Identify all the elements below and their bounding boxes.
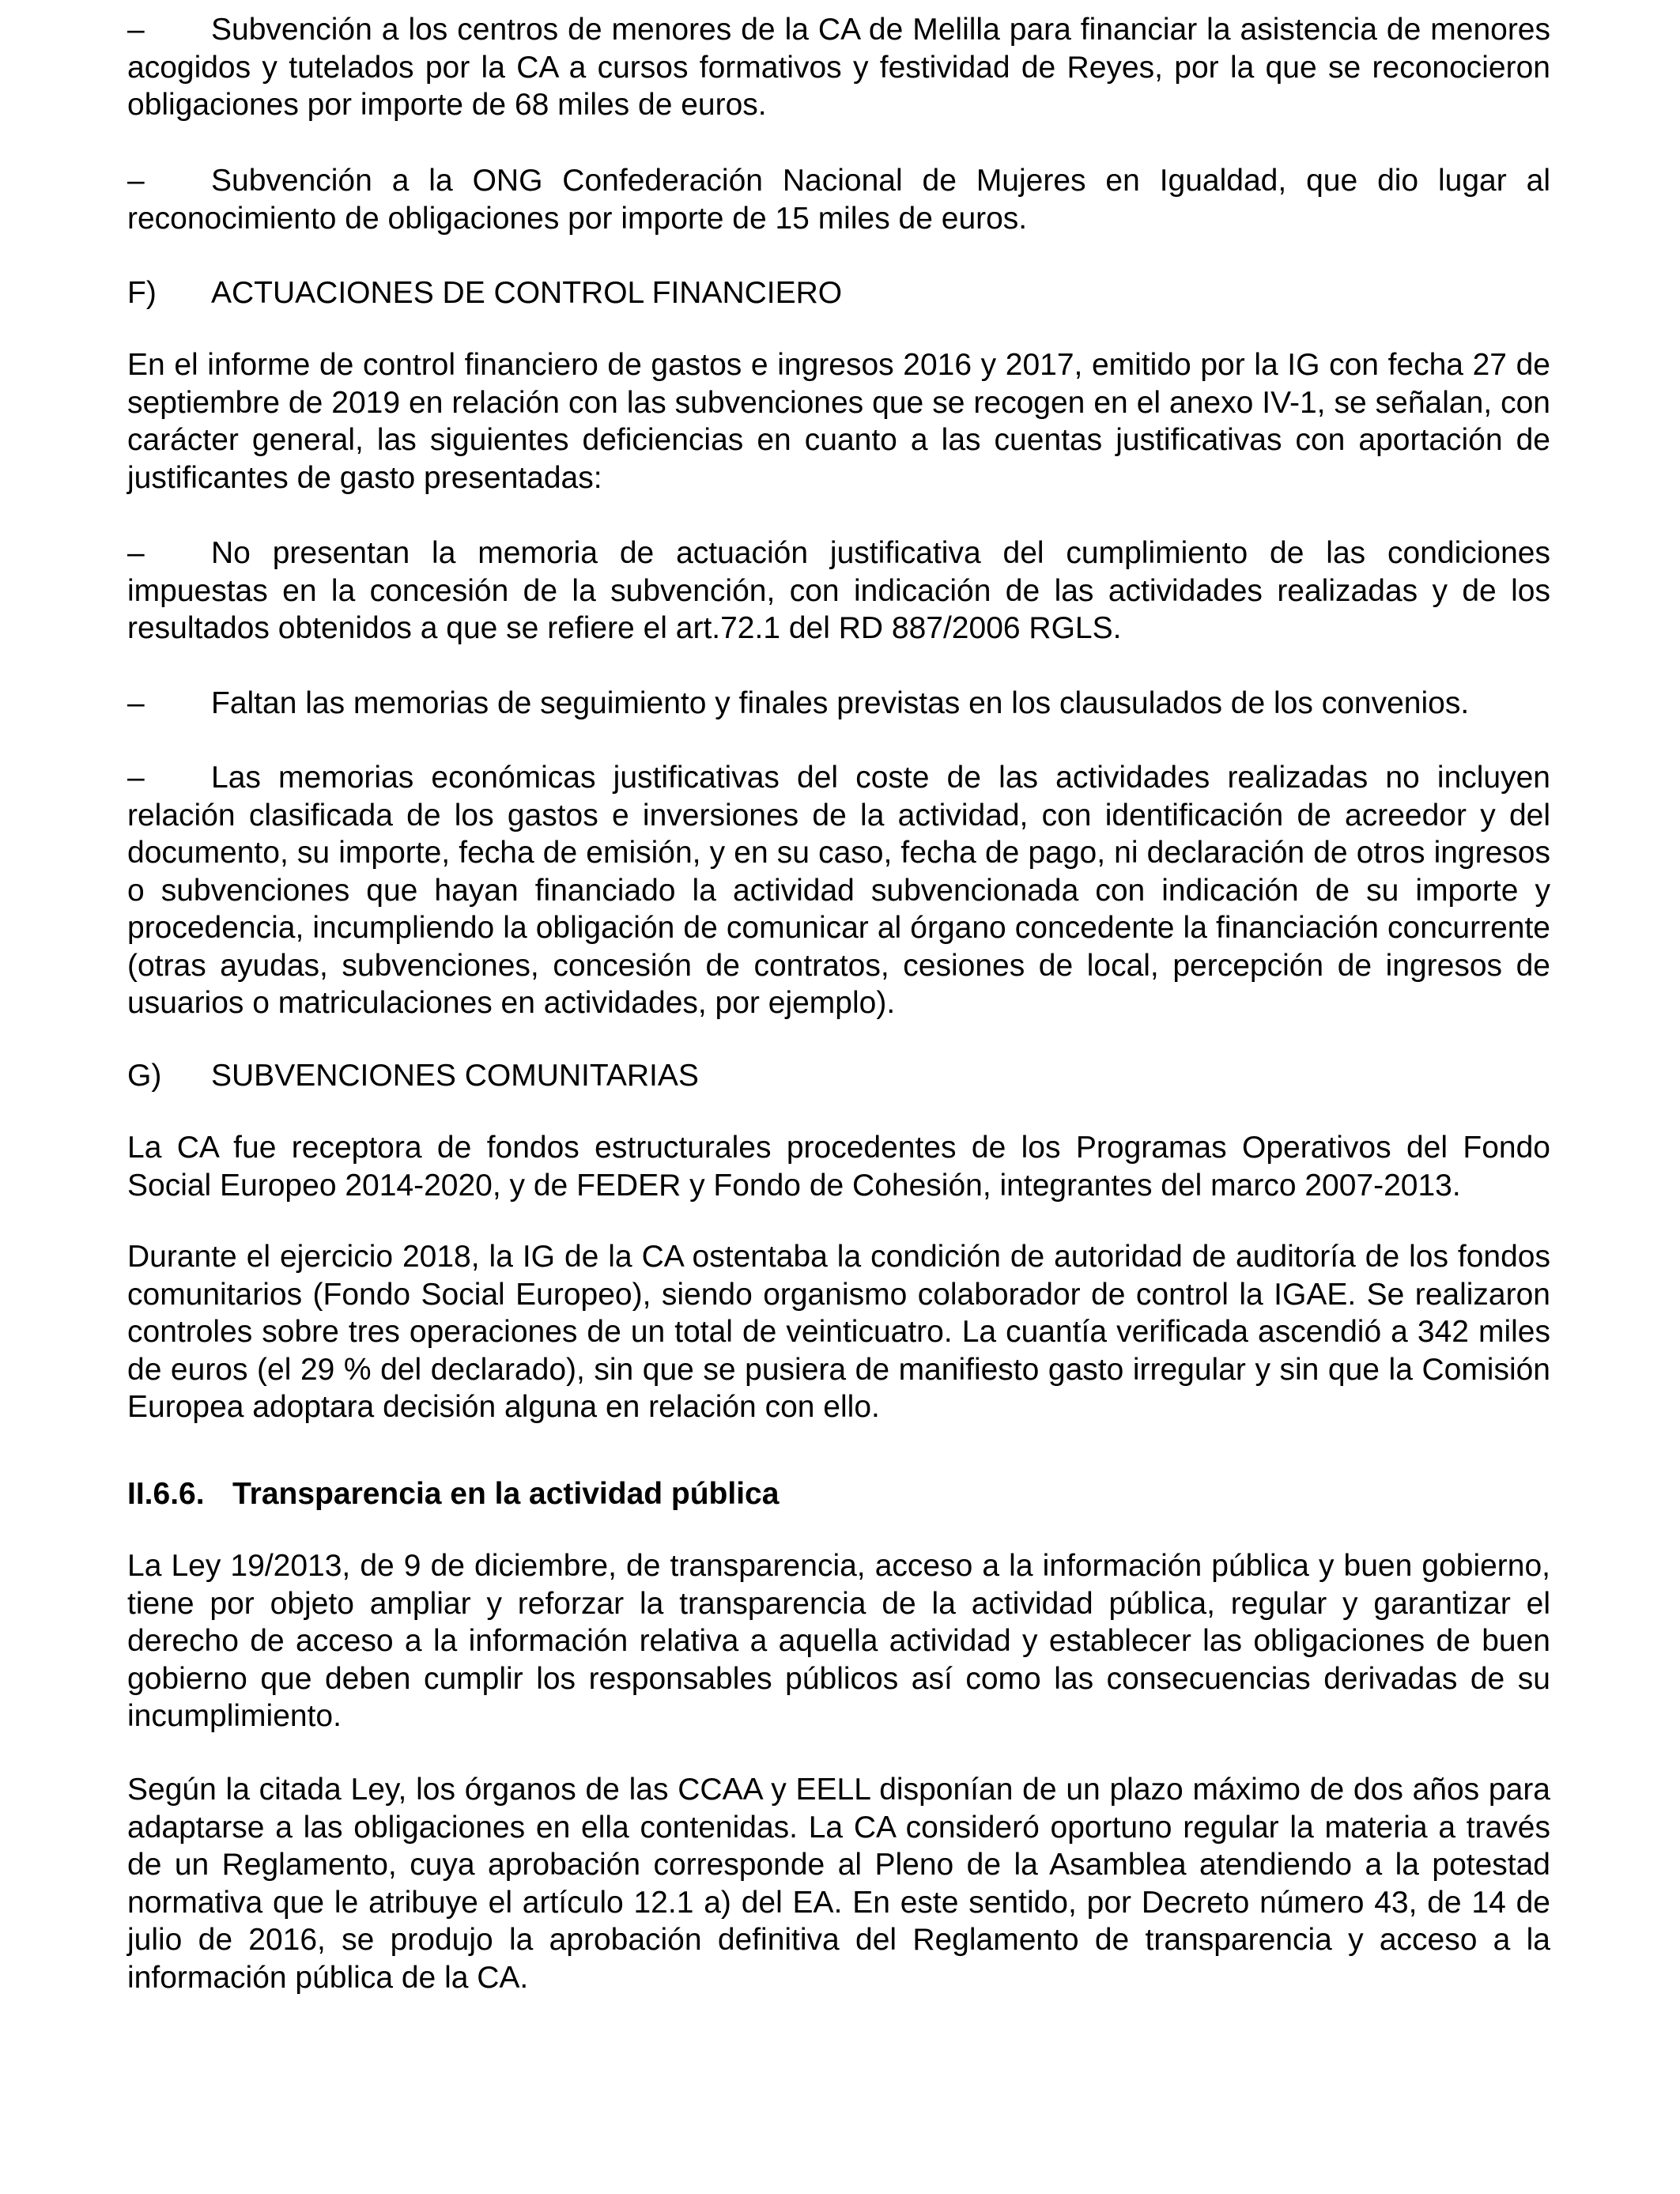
section-title: ACTUACIONES DE CONTROL FINANCIERO bbox=[211, 276, 843, 310]
section-266-paragraph: Según la citada Ley, los órganos de las CCAA y EELL disponían de un plazo máximo de dos años para adaptarse a las obligaciones en ella contenidas. La CA consideró oportuno regular la materia a través de un Reglamento, cuya aprobación corresponde al Pleno de la Asamblea atendiendo a la potestad normativa que le atribuye el artículo 12.1 a) del EA. En este sentido, por Decreto número 43, de 14 de julio de 2016, se produjo la aprobación definitiva del Reglamento de transparencia y acceso a la información pública de la CA. bbox=[127, 1773, 1550, 1995]
bullet-paragraph bbox=[127, 534, 1550, 648]
bullet-paragraph bbox=[127, 685, 1550, 723]
dash-marker: – bbox=[127, 536, 145, 570]
section-heading-g bbox=[127, 1057, 1550, 1095]
bullet-text: No presentan la memoria de actuación justificativa del cumplimiento de las condiciones impuestas en la concesión de la subvención, con indicación de las actividades realizadas y de los resultados obtenidos a que se refiere el art.72.1 del RD 887/2006 RGLS. bbox=[127, 536, 1550, 645]
section-letter: G) bbox=[127, 1059, 162, 1093]
bullet-paragraph bbox=[127, 162, 1550, 237]
dash-marker: – bbox=[127, 13, 145, 47]
section-g-paragraph: Durante el ejercicio 2018, la IG de la CA ostentaba la condición de autoridad de auditoría de los fondos comunitarios (Fondo Social Europeo), siendo organismo colaborador de control la IGAE. Se realizaron controles sobre tres operaciones de un total de veinticuatro. La cuantía verificada ascendió a 342 miles de euros (el 29 % del declarado), sin que se pusiera de manifiesto gasto irregular y sin que la Comisión Europea adoptara decisión alguna en relación con ello. bbox=[127, 1240, 1550, 1424]
bullet-text: Subvención a la ONG Confederación Nacional de Mujeres en Igualdad, que dio lugar al reconocimiento de obligaciones por importe de 15 miles de euros. bbox=[127, 164, 1550, 236]
bullet-text: Subvención a los centros de menores de la CA de Melilla para financiar la asistencia de menores acogidos y tutelados por la CA a cursos formativos y festividad de Reyes, por la que se reconocieron obligaciones por importe de 68 miles de euros. bbox=[127, 13, 1550, 122]
bullet-paragraph bbox=[127, 11, 1550, 124]
bullet-paragraph bbox=[127, 759, 1550, 1022]
dash-marker: – bbox=[127, 761, 145, 795]
bullet-text: Faltan las memorias de seguimiento y finales previstas en los clausulados de los convenios. bbox=[211, 686, 1470, 720]
section-heading-f bbox=[127, 274, 1550, 312]
section-266-paragraph: La Ley 19/2013, de 9 de diciembre, de transparencia, acceso a la información pública y buen gobierno, tiene por objeto ampliar y reforzar la transparencia de la actividad pública, regular y garantizar el derecho de acceso a la información relativa a aquella actividad y establecer las obligaciones de buen gobierno que deben cumplir los responsables públicos así como las consecuencias derivadas de su incumplimiento. bbox=[127, 1549, 1550, 1733]
section-letter: F) bbox=[127, 276, 157, 310]
section-heading-ii-6-6 bbox=[127, 1475, 1550, 1513]
section-g-paragraph: La CA fue receptora de fondos estructurales procedentes de los Programas Operativos del Fondo Social Europeo 2014-2020, y de FEDER y Fondo de Cohesión, integrantes del marco 2007-2013. bbox=[127, 1131, 1550, 1203]
section-number: II.6.6. bbox=[127, 1477, 205, 1511]
section-title: Transparencia en la actividad pública bbox=[232, 1477, 780, 1511]
dash-marker: – bbox=[127, 686, 145, 720]
section-f-intro: En el informe de control financiero de gastos e ingresos 2016 y 2017, emitido por la IG con fecha 27 de septiembre de 2019 en relación con las subvenciones que se recogen en el anexo IV-1, se señalan, con carácter general, las siguientes deficiencias en cuanto a las cuentas justificativas con aportación de justificantes de gasto presentadas: bbox=[127, 348, 1550, 495]
bullet-text: Las memorias económicas justificativas del coste de las actividades realizadas no incluyen relación clasificada de los gastos e inversiones de la actividad, con identificación de acreedor y del documento, su importe, fecha de emisión, y en su caso, fecha de pago, ni declaración de otros ingresos o subvenciones que hayan financiado la actividad subvencionada con indicación de su importe y procedencia, incumpliendo la obligación de comunicar al órgano concedente la financiación concurrente (otras ayudas, subvenciones, concesión de contratos, cesiones de local, percepción de ingresos de usuarios o matriculaciones en actividades, por ejemplo). bbox=[127, 761, 1550, 1020]
section-title: SUBVENCIONES COMUNITARIAS bbox=[211, 1059, 699, 1093]
dash-marker: – bbox=[127, 164, 145, 198]
